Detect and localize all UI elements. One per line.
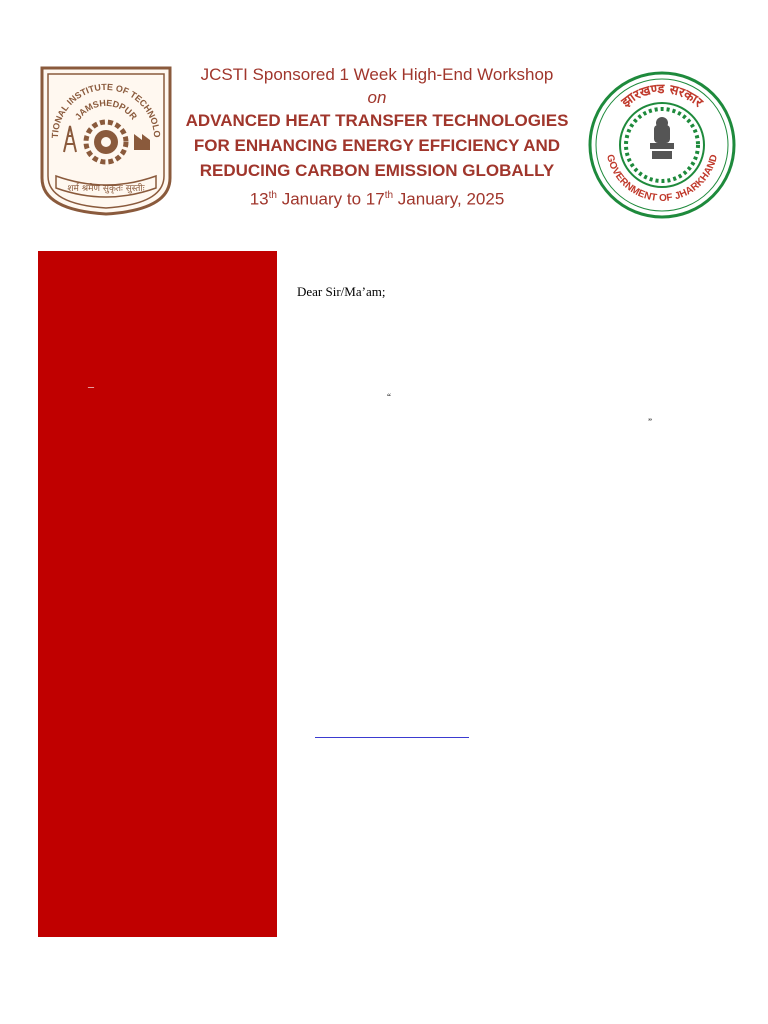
nit-motto: शर्म श्रमेण सुकृतः सुस्तीः <box>67 184 145 194</box>
dates-start-rest: January to 17 <box>276 189 385 209</box>
panel-dash: – <box>88 379 94 393</box>
jharkhand-govt-logo <box>588 71 736 219</box>
workshop-on-line: on <box>367 88 387 107</box>
workshop-dates <box>180 183 574 212</box>
jharkhand-bottom-text: GOVERNMENT OF JHARKHAND <box>603 153 721 205</box>
workshop-title-line-1: ADVANCED HEAT TRANSFER TECHNOLOGIES <box>185 111 569 130</box>
nit-inner-text: JAMSHEDPUR <box>72 97 140 122</box>
sidebar-panel <box>38 251 277 937</box>
hyperlink-underline[interactable] <box>315 737 469 738</box>
dates-start-suffix: th <box>268 190 277 201</box>
letter-salutation: Dear Sir/Ma’am; <box>297 284 386 299</box>
workshop-title-line-2: FOR ENHANCING ENERGY EFFICIENCY AND <box>193 136 561 155</box>
jharkhand-top-text: झारखण्ड सरकार <box>619 81 706 111</box>
letter-quote-open: “ <box>387 392 391 402</box>
workshop-sponsor-line: JCSTI Sponsored 1 Week High-End Workshop <box>200 65 554 84</box>
jharkhand-seal-emblem <box>588 71 736 219</box>
dates-start-day: 13 <box>249 189 269 209</box>
dates-end-rest: January, 2025 <box>393 189 505 209</box>
nit-logo-emblem <box>34 60 178 218</box>
dates-end-suffix: th <box>384 190 394 201</box>
nit-ring-text: TIONAL INSTITUTE OF TECHNOLO <box>49 81 163 139</box>
letter-quote-close: ” <box>648 417 652 427</box>
nit-jamshedpur-logo <box>34 60 178 218</box>
workshop-title-line-3: REDUCING CARBON EMISSION GLOBALLY <box>199 161 555 180</box>
workshop-header <box>180 62 574 212</box>
